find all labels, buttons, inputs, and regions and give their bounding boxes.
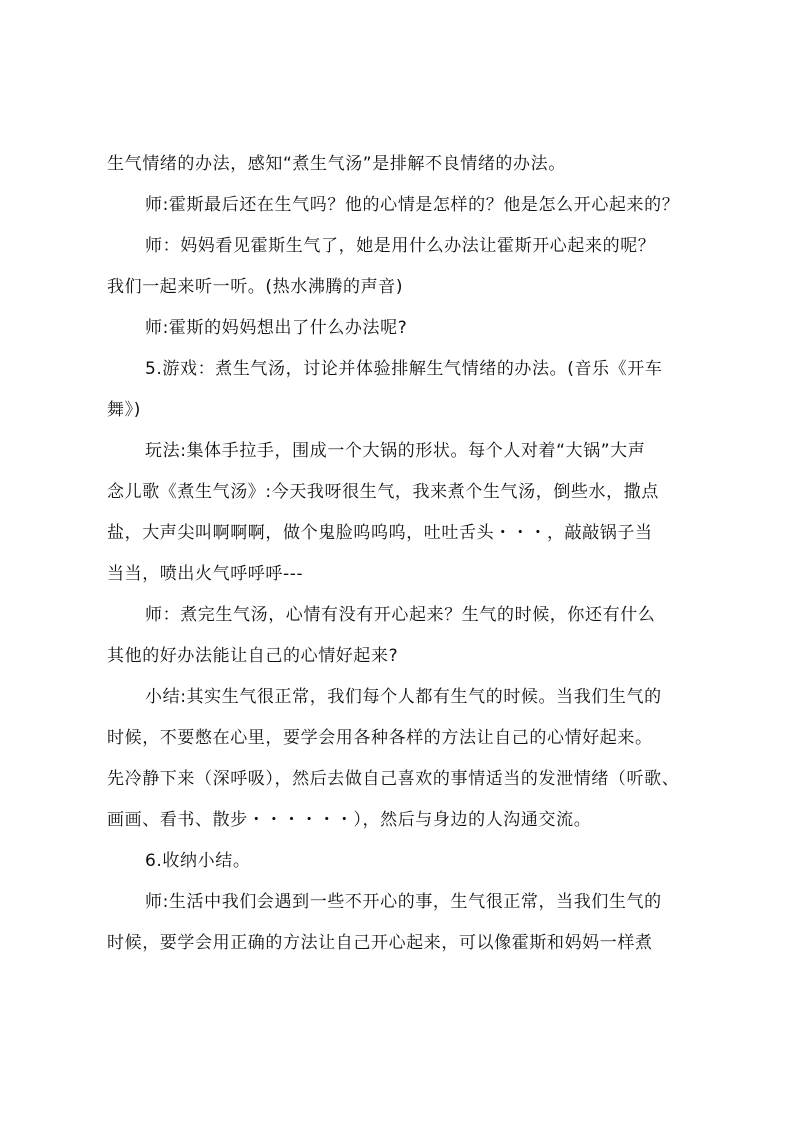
text-line: 师：煮完生气汤，心情有没有开心起来？生气的时候，你还有什么 [145,605,656,625]
text-line: 画画、看书、散步・・・・・・），然后与身边的人沟通交流。 [107,810,592,830]
text-line: 时候，不要憋在心里，要学会用各种各样的方法让自己的心情好起来。 [107,728,653,748]
text-line: 盐，大声尖叫啊啊啊，做个鬼脸呜呜呜，吐吐舌头・・・，敲敲锅子当 [107,523,653,543]
text-line: 小结:其实生气很正常，我们每个人都有生气的时候。当我们生气的 [145,687,662,707]
text-line: 玩法:集体手拉手，围成一个大锅的形状。每个人对着“大锅”大声 [145,441,646,461]
text-line: 先冷静下来（深呼吸），然后去做自己喜欢的事情适当的发泄情绪（听歌、 [107,769,680,789]
text-line: 师:霍斯的妈妈想出了什么办法呢? [145,318,408,338]
text-line: 我们一起来听一听。(热水沸腾的声音) [107,277,404,297]
text-line: 师：妈妈看见霍斯生气了，她是用什么办法让霍斯开心起来的呢？ [145,236,656,256]
text-line: 其他的好办法能让自己的心情好起来? [107,646,399,666]
text-line: 生气情绪的办法，感知“煮生气汤”是排解不良情绪的办法。 [107,154,566,174]
text-line: 念儿歌《煮生气汤》:今天我呀很生气，我来煮个生气汤，倒些水，撒点 [107,482,659,502]
text-line: 师:霍斯最后还在生气吗？他的心情是怎样的？他是怎么开心起来的？ [145,195,680,215]
text-line: 5.游戏：煮生气汤，讨论并体验排解生气情绪的办法。(音乐《开车 [145,359,663,379]
text-line: 6.收纳小结。 [145,851,251,871]
text-line: 舞》) [107,400,141,420]
text-line: 师:生活中我们会遇到一些不开心的事，生气很正常，当我们生气的 [145,892,662,912]
text-line: 当当，喷出火气呼呼呼--- [107,564,304,584]
text-line: 时候，要学会用正确的方法让自己开心起来，可以像霍斯和妈妈一样煮 [107,933,653,953]
